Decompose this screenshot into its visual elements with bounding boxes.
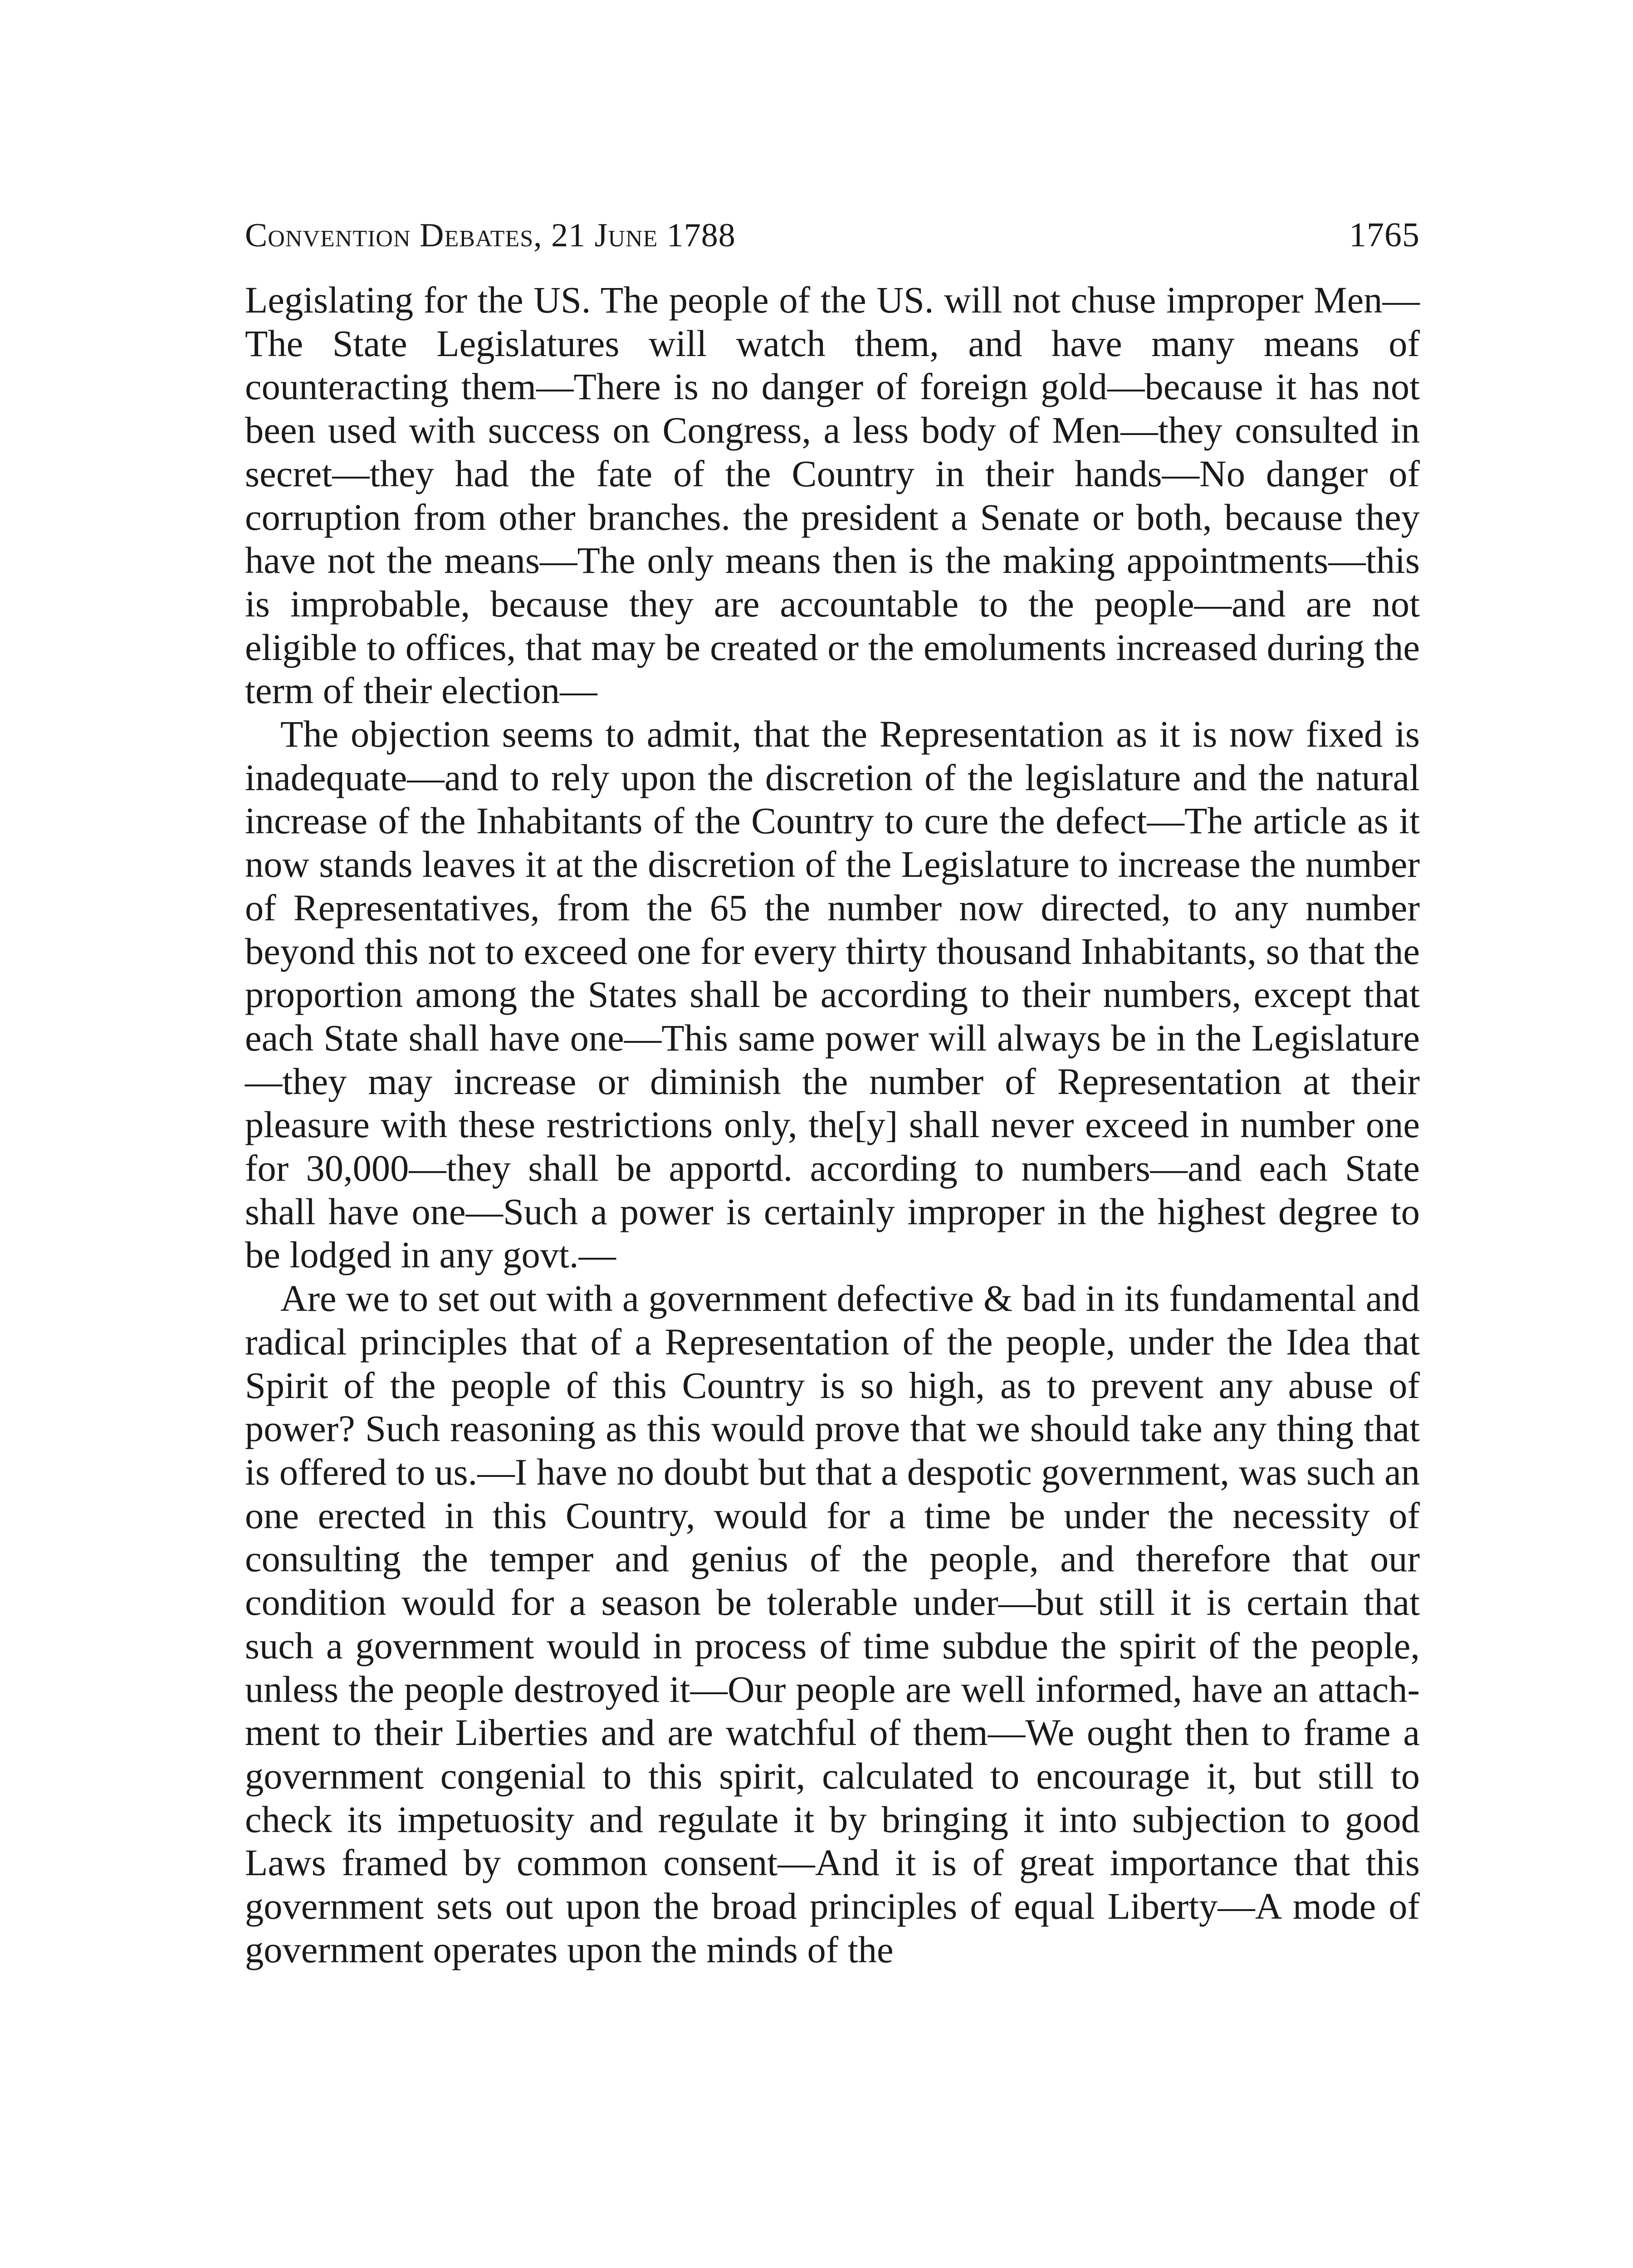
paragraph-2: The objection seems to admit, that the Representation as it is now fixed is inadequate—and to rely upon the discretion of the legislature and the natural increase of the Inhabitants of the Country to cure the defect—The article as it now stands leaves it at the discretion of the Legislature to increase the number of Representatives, from the 65 the number now directed, to any number beyond this not to exceed one for every thirty thousand Inhabitants, so that the proportion among the States shall be according to their numbers, except that each State shall have one—This same power will always be in the Legislature—they may increase or diminish the number of Representation at their pleasure with these restrictions only, the[y] shall never exceed in number one for 30,000—they shall be apportd. according to numbers—and each State shall have one—Such a power is certainly improper in the highest degree to be lodged in any govt.— <box>245 713 1420 1276</box>
paragraph-3: Are we to set out with a government defective & bad in its fundamental and radical principles that of a Representation of the people, under the Idea that Spirit of the people of this Country is so high, as to prevent any abuse of power? Such reasoning as this would prove that we should take any thing that is offered to us.—I have no doubt but that a despotic government, was such an one erected in this Country, would for a time be under the necessity of consulting the temper and genius of the people, and therefore that our condition would for a season be tolerable under—but still it is certain that such a government would in process of time subdue the spirit of the people, unless the people destroyed it—Our people are well informed, have an attachment to their Liberties and are watchful of them—We ought then to frame a government congenial to this spirit, calculated to encourage it, but still to check its impetuosity and regulate it by bringing it into subjection to good Laws framed by common consent—And it is of great importance that this government sets out upon the broad principles of equal Liberty—A mode of government operates upon the minds of the <box>245 1277 1420 1970</box>
running-head <box>245 218 1420 252</box>
body-text <box>245 279 1420 1971</box>
running-head-title: Convention Debates, 21 June 1788 <box>245 217 736 254</box>
paragraph-1: Legislating for the US. The people of the US. will not chuse improper Men—The State Legislatures will watch them, and have many means of counteracting them—There is no danger of foreign gold—because it has not been used with success on Congress, a less body of Men—they consulted in secret—they had the fate of the Country in their hands—No danger of corruption from other branches. the president a Senate or both, because they have not the means—The only means then is the making appointments—this is improbable, because they are accountable to the people—and are not eligible to offices, that may be created or the emoluments increased during the term of their election— <box>245 279 1420 712</box>
document-page <box>245 218 1420 1971</box>
page-number: 1765 <box>1349 216 1420 254</box>
